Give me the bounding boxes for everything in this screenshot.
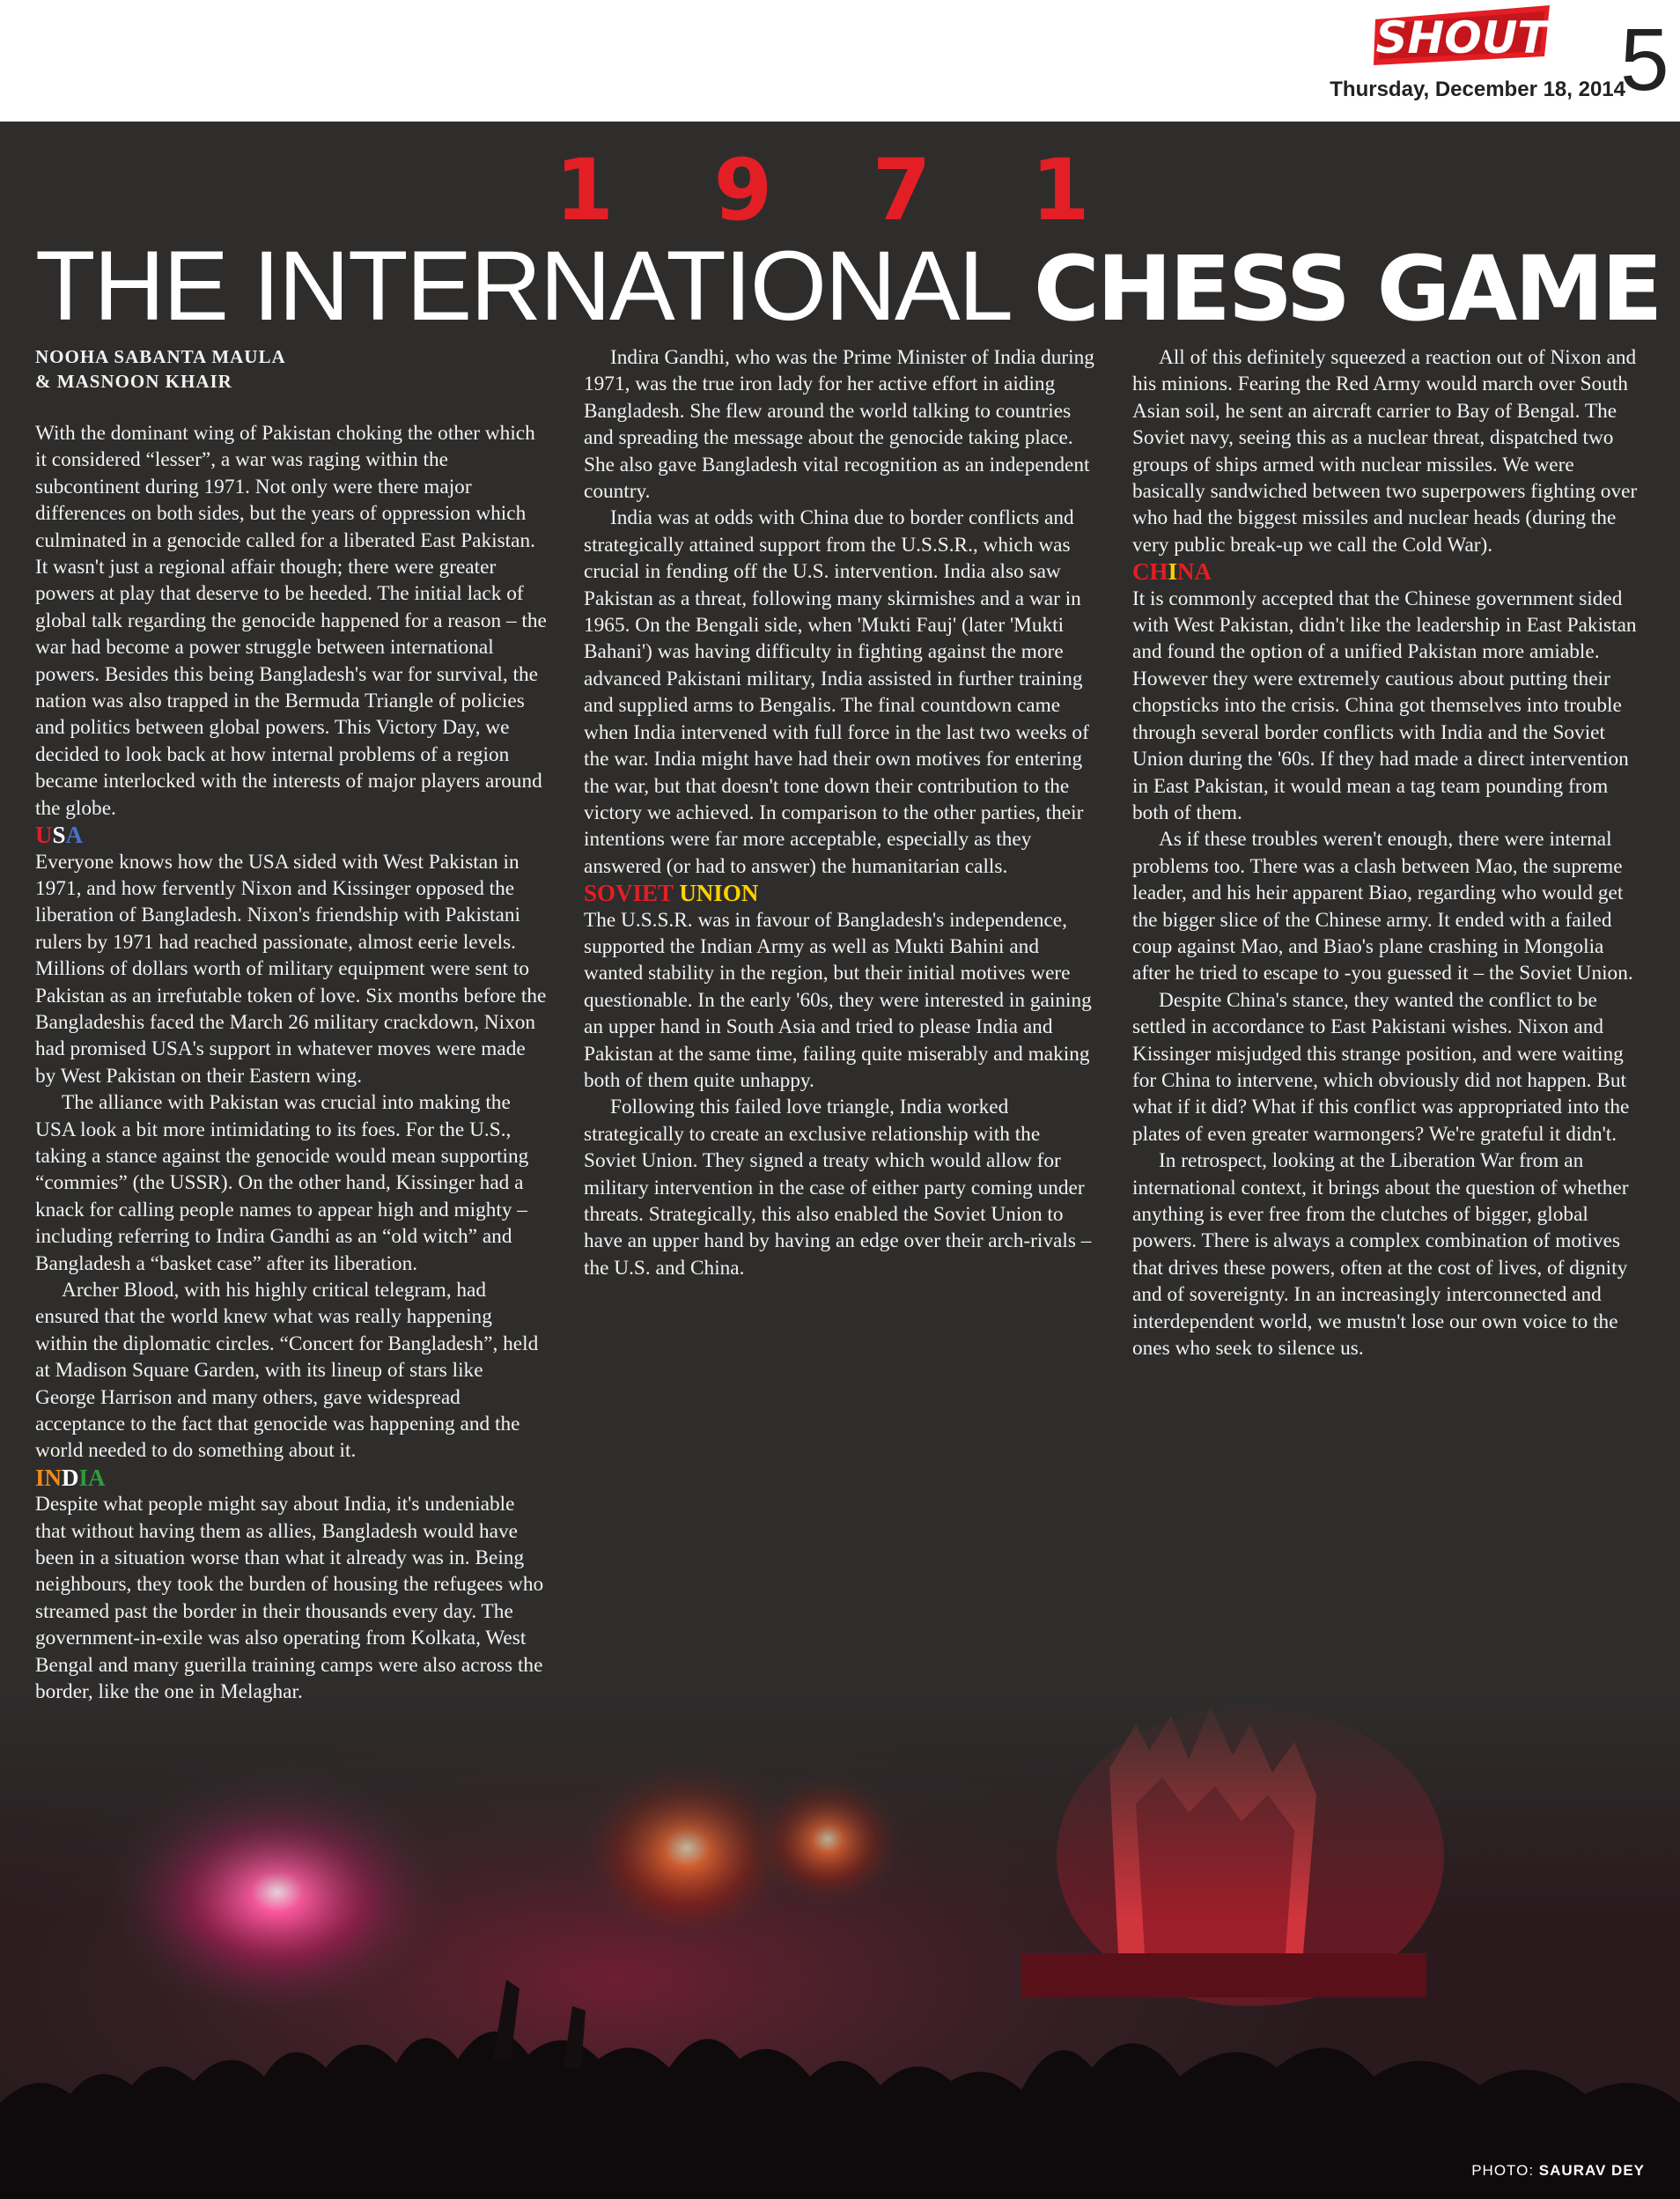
- china-paragraph-3: Despite China's stance, they wanted the conflict to be settled in accordance to East Pakistani wishes. Nixon and Kissinger misjudged this strange position, and were waiting for China to intervene, which obviously did not happen. But what if it did? What if this conflict was appropriated into the plates of even greater warmongers? We're grateful it didn't.: [1132, 988, 1630, 1146]
- soviet-paragraph-2: Following this failed love triangle, India worked strategically to create an exclusive relationship with the Soviet Union. They signed a treaty which would allow for military intervention in the case of either party coming under threats. Strategically, this also enabled the Soviet Union to have an upper hand by having an edge over their arch-rivals – the U.S. and China.: [584, 1096, 1092, 1280]
- section-heading-india: INDIA: [35, 1464, 106, 1491]
- headline-light: THE INTERNATIONAL: [35, 231, 1034, 341]
- usa-paragraph-3: Archer Blood, with his highly critical telegram, had ensured that the world knew what was really happening within the diplomatic circles. “Concert for Bangladesh”, held at Madison Square Garden, with its lineup of stars like George Harrison and many others, gave widespread acceptance to the fact that genocide was happening and the world needed to do something about it.: [35, 1279, 539, 1463]
- shout-logo-mark: [1370, 2, 1555, 69]
- intro-paragraph: With the dominant wing of Pakistan choking the other which it considered “lesser”, a war was raging within the subcontinent during 1971. Not only were there major differences on both sides, but the years of oppression which culminated in a genocide called for a liberated East Pakistan. It wasn't just a regional affair though; there were greater powers at play that deserve to be heeded. The initial lack of global talk regarding the genocide happened for a reason – the war had become a power struggle between international powers. Besides this being Bangladesh's war for survival, the nation was also trapped in the Bermuda Triangle of policies and politics between global powers. This Victory Day, we decided to look back at how internal problems of a region became interlocked with the interests of major players around the globe.: [35, 422, 547, 820]
- year-heading: 1 9 7 1: [555, 141, 1125, 240]
- article-panel: [0, 122, 1680, 2199]
- conclusion-paragraph: In retrospect, looking at the Liberation War from an international context, it brings about the question of whether anything is ever free from the clutches of bigger, global powers. There is always a complex combination of motives that drives these powers, often at the cost of lives, of dignity and of sovereignty. In an increasingly interconnected and interdependent world, we mustn't lose our own voice to the ones who seek to silence us.: [1132, 1149, 1629, 1361]
- usa-paragraph-1: Everyone knows how the USA sided with West Pakistan in 1971, and how fervently Nixon and Kissinger opposed the liberation of Bangladesh. Nixon's friendship with Pakistani rulers by 1971 had reached passionate, almost eerie levels. Millions of dollars worth of military equipment were sent to Pakistan as an irrefutable token of love. Six months before the Bangladeshis faced the March 26 military crackdown, Nixon had promised USA's support in whatever moves were made by West Pakistan on their Eastern wing.: [35, 850, 547, 1088]
- soviet-paragraph-1: The U.S.S.R. was in favour of Bangladesh's independence, supported the Indian Army as well as Mukti Bahini and wanted stability in the region, but their initial motives were questionable. In the early '60s, they were interested in gaining an upper hand in South Asia and tried to please India and Pakistan at the same time, failing quite miserably and making both of them quite unhappy.: [584, 908, 1092, 1092]
- china-paragraph-1: It is commonly accepted that the Chinese government sided with West Pakistan, didn't like the leadership in East Pakistan and found the option of a unified Pakistan more amiable. However they were extremely cautious about putting their chopsticks into the crisis. China got themselves into trouble through several border conflicts with India and the Soviet Union during the '60s. If they had made a direct intervention in East Pakistan, it would mean a tag team pounding from both of them.: [1132, 587, 1637, 824]
- headline: [35, 232, 1673, 340]
- india-paragraph-2: Indira Gandhi, who was the Prime Minister of India during 1971, was the true iron lady for her active effort in aiding Bangladesh. She flew around the world talking to countries and spreading the message about the genocide taking place. She also gave Bangladesh vital recognition as an independent country.: [584, 346, 1094, 504]
- photo-credit: PHOTO: SAURAV DEY: [1471, 2162, 1645, 2179]
- section-heading-soviet-union: SOVIET UNION: [584, 880, 759, 907]
- india-paragraph-1: Despite what people might say about India, it's undeniable that without having them as allies, Bangladesh would have been in a situation worse than what it already was in. Being neighbours, they took the burden of housing the refugees who streamed past the border in their thousands every day. The government-in-exile was also operating from Kolkata, West Bengal and many guerilla training camps were also across the border, like the one in Melaghar.: [35, 1493, 544, 1704]
- page-number: 5: [1620, 11, 1669, 109]
- shout-logo: [1370, 2, 1555, 69]
- india-paragraph-3: India was at odds with China due to border conflicts and strategically attained support from the U.S.S.R., which was crucial in fending off the U.S. intervention. India also saw Pakistan as a threat, following many skirmishes and a war in 1965. On the Bengali side, when 'Mukti Fauj' (later 'Mukti Bahani') was having difficulty in fighting against the more advanced Pakistani military, India assisted in further training and supplied arms to Bengalis. The final countdown came when India intervened with full force in the last two weeks of the war. India might have had their own motives for entering the war, but that doesn't tone down their contribution to the victory we achieved. In comparison to the other parties, their intentions were far more acceptable, especially as they answered (or had to answer) the humanitarian calls.: [584, 506, 1089, 878]
- china-paragraph-2: As if these troubles weren't enough, there were internal problems too. There was a clash between Mao, the supreme leader, and his heir apparent Biao, regarding who would get the bigger slice of the Chinese army. It ended with a failed coup against Mao, and Biao's plane crashing in Mongolia after he tried to escape to -you guessed it – the Soviet Union.: [1132, 828, 1633, 985]
- headline-bold: CHESS GAME: [1033, 237, 1661, 342]
- page-header: [0, 0, 1680, 122]
- usa-paragraph-2: The alliance with Pakistan was crucial into making the USA look a bit more intimidating to its foes. For the U.S., taking a stance against the genocide would mean supporting “commies” (the USSR). On the other hand, Kissinger had a knack for calling people names to appear high and mighty – including referring to Indira Gandhi as an “old witch” and Bangladesh a “basket case” after its liberation.: [35, 1091, 529, 1275]
- logo-text: SHOUT: [1375, 12, 1548, 63]
- article-column-1: [35, 344, 548, 1706]
- issue-date: Thursday, December 18, 2014: [1330, 77, 1625, 101]
- section-heading-usa: USA: [35, 822, 84, 849]
- section-heading-china: CHINA: [1132, 558, 1212, 586]
- soviet-paragraph-3: All of this definitely squeezed a reaction out of Nixon and his minions. Fearing the Red Army would march over South Asian soil, he sent an aircraft carrier to Bay of Bengal. The Soviet navy, seeing this as a nuclear threat, dispatched two groups of ships armed with nuclear missiles. We were basically sandwiched between two superpowers fighting over who had the biggest missiles and nuclear heads (during the very public break-up we call the Cold War).: [1132, 346, 1638, 557]
- byline: [35, 344, 548, 394]
- author-1: NOOHA SABANTA MAULA: [35, 346, 286, 367]
- monument-crowd-photo: [0, 1689, 1680, 2199]
- author-2: & MASNOON KHAIR: [35, 371, 232, 392]
- article-column-3: [1132, 344, 1645, 1361]
- article-column-2: [584, 344, 1096, 1281]
